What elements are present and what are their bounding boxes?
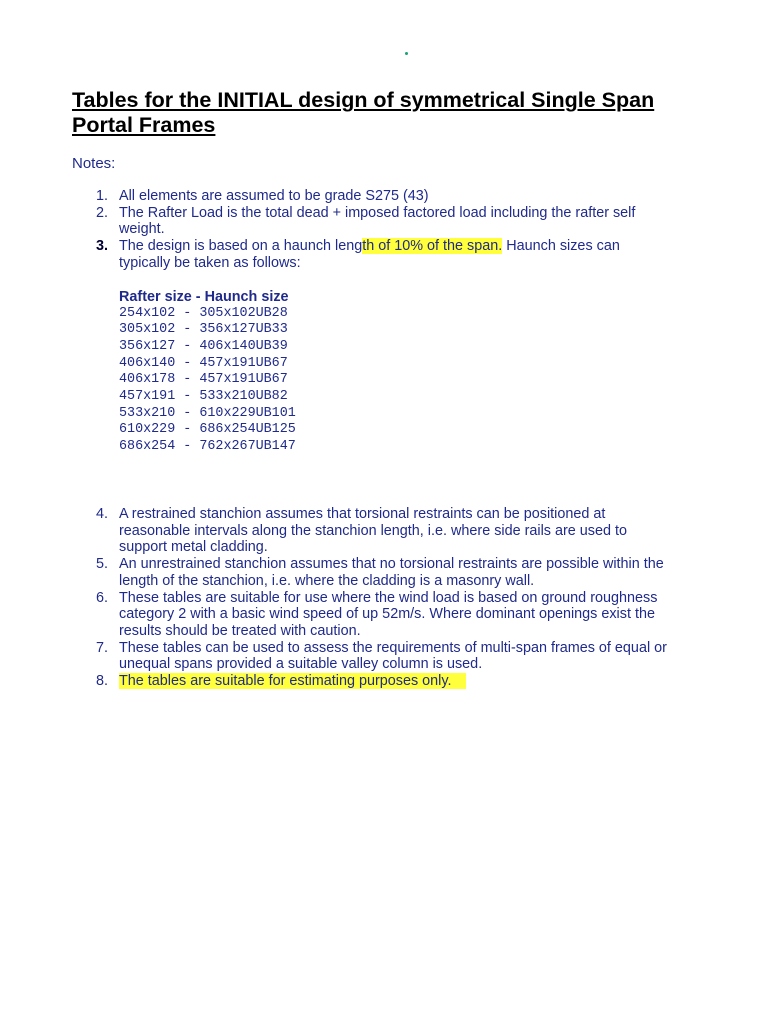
- note-number: 6.: [96, 589, 109, 606]
- note-text: These tables are suitable for use where the wind load is based on ground roughness category 2 with a basic wind speed of up 52m/s. Where dominant openings exist the results should be treated with caution.: [119, 589, 658, 639]
- note-number: 3.: [96, 238, 109, 255]
- note-item-6: [72, 590, 672, 640]
- note-text-start: The design is based on a haunch leng: [119, 238, 363, 255]
- note-text: The Rafter Load is the total dead + imposed factored load including the rafter self weight.: [119, 204, 636, 238]
- haunch-table-row: 610x229 - 686x254UB125: [119, 422, 296, 438]
- haunch-table-row: 406x178 - 457x191UB67: [119, 372, 288, 388]
- haunch-table-heading: Rafter size - Haunch size: [119, 288, 289, 305]
- note-text: All elements are assumed to be grade S275 (43): [119, 188, 429, 204]
- note-item-4: [72, 506, 672, 556]
- note-text: A restrained stanchion assumes that torsional restraints can be positioned at reasonable intervals along the stanchion length, i.e. where side rails are used to support metal cladding.: [119, 506, 627, 556]
- note-number: 5.: [96, 556, 109, 573]
- haunch-table-row: 356x127 - 406x140UB39: [119, 338, 288, 354]
- page-title: Tables for the INITIAL design of symmetrical Single Span Portal Frames: [72, 88, 655, 137]
- note-item-8: [72, 673, 672, 690]
- note-number: 1.: [96, 188, 109, 204]
- note-number: 2.: [96, 204, 109, 221]
- haunch-size-table: [119, 289, 672, 456]
- notes-list-part1: [72, 188, 672, 456]
- haunch-table-row: 254x102 - 305x102UB28: [119, 305, 288, 321]
- note-text: These tables can be used to assess the requirements of multi-span frames of equal or unequal spans provided a suitable valley column is used.: [119, 639, 667, 673]
- note-number: 8.: [96, 673, 109, 690]
- haunch-table-row: 533x210 - 610x229UB101: [119, 405, 296, 421]
- highlighted-text: th of 10% of the span.: [362, 238, 503, 255]
- haunch-table-row: 305x102 - 356x127UB33: [119, 322, 288, 338]
- highlighted-text: The tables are suitable for estimating purposes only.: [119, 673, 466, 689]
- note-number: 4.: [96, 506, 109, 522]
- haunch-table-row: 686x254 - 762x267UB147: [119, 439, 296, 455]
- note-item-2: [72, 205, 672, 238]
- note-item-3: [72, 238, 672, 456]
- haunch-table-row: 457x191 - 533x210UB82: [119, 389, 288, 405]
- haunch-table-row: 406x140 - 457x191UB67: [119, 355, 288, 371]
- note-item-7: [72, 640, 672, 673]
- note-item-5: [72, 556, 672, 589]
- note-text-end: Haunch sizes can typically be taken as follows:: [119, 238, 620, 271]
- note-number: 7.: [96, 639, 109, 656]
- notes-label: Notes:: [72, 155, 116, 172]
- notes-list-part2: [72, 506, 672, 690]
- top-dot-mark: [405, 52, 408, 55]
- note-item-1: [72, 188, 672, 205]
- note-text: An unrestrained stanchion assumes that no torsional restraints are possible within the length of the stanchion, i.e. where the cladding is a masonry wall.: [119, 556, 664, 589]
